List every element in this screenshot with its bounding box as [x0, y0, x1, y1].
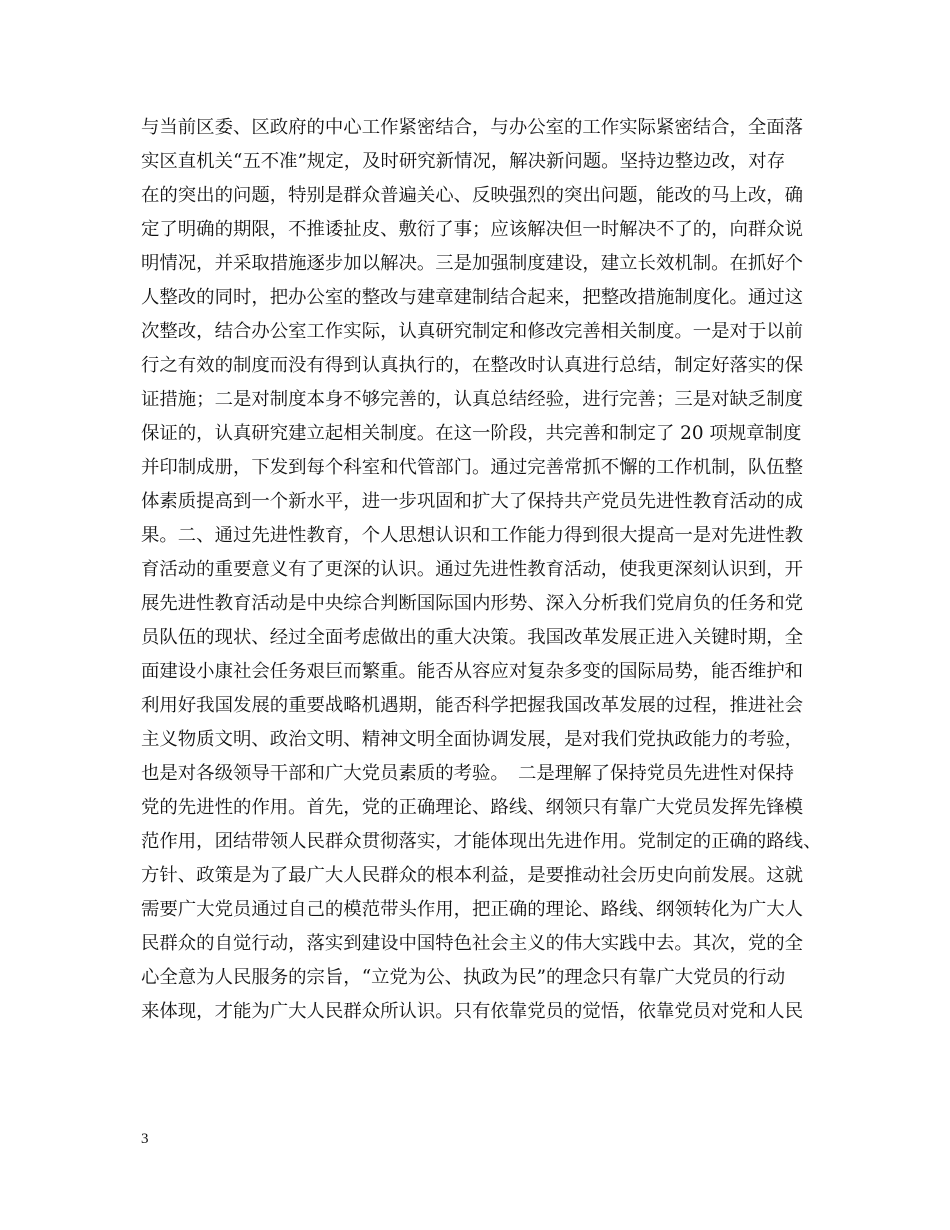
text-line: 需要广大党员通过自己的模范带头作用，把正确的理论、路线、纲领转化为广大人	[141, 899, 804, 920]
text-line: 行之有效的制度而没有得到认真执行的，在整改时认真进行总结，制定好落实的保	[141, 355, 804, 376]
text-line: 保证的，认真研究建立起相关制度。在这一阶段，共完善和制定了 20 项规章制度	[141, 423, 802, 444]
text-line: 面建设小康社会任务艰巨而繁重。能否从容应对复杂多变的国际局势，能否维护和	[141, 661, 804, 682]
text-line: 与当前区委、区政府的中心工作紧密结合，与办公室的工作实际紧密结合，全面落	[141, 117, 804, 138]
text-line: 明情况，并采取措施逐步加以解决。三是加强制度建设，建立长效机制。在抓好个	[141, 253, 804, 274]
text-line: 并印制成册，下发到每个科室和代管部门。通过完善常抓不懈的工作机制，队伍整	[141, 457, 804, 478]
text-line: 民群众的自觉行动，落实到建设中国特色社会主义的伟大实践中去。其次，党的全	[141, 933, 804, 954]
text-line: 心全意为人民服务的宗旨，“立党为公、执政为民”的理念只有靠广大党员的行动	[141, 967, 786, 988]
text-line: 定了明确的期限，不推诿扯皮、敷衍了事；应该解决但一时解决不了的，向群众说	[141, 219, 804, 240]
text-line: 也是对各级领导干部和广大党员素质的考验。 二是理解了保持党员先进性对保持	[141, 763, 794, 784]
text-line: 次整改，结合办公室工作实际，认真研究制定和修改完善相关制度。一是对于以前	[141, 321, 804, 342]
text-line: 范作用，团结带领人民群众贯彻落实，才能体现出先进作用。党制定的正确的路线、	[141, 831, 822, 852]
text-line: 在的突出的问题，特别是群众普遍关心、反映强烈的突出问题，能改的马上改，确	[141, 185, 804, 206]
text-line: 主义物质文明、政治文明、精神文明全面协调发展，是对我们党执政能力的考验，	[141, 729, 804, 750]
text-line: 证措施；二是对制度本身不够完善的，认真总结经验，进行完善；三是对缺乏制度	[141, 389, 804, 410]
text-line: 人整改的同时，把办公室的整改与建章建制结合起来，把整改措施制度化。通过这	[141, 287, 804, 308]
text-line: 利用好我国发展的重要战略机遇期，能否科学把握我国改革发展的过程，推进社会	[141, 695, 804, 716]
text-line: 体素质提高到一个新水平，进一步巩固和扩大了保持共产党员先进性教育活动的成	[141, 491, 804, 512]
text-line: 党的先进性的作用。首先，党的正确理论、路线、纲领只有靠广大党员发挥先锋模	[141, 797, 804, 818]
text-line: 来体现，才能为广大人民群众所认识。只有依靠党员的觉悟，依靠党员对党和人民	[141, 1001, 804, 1022]
text-line: 方针、政策是为了最广大人民群众的根本利益，是要推动社会历史向前发展。这就	[141, 865, 804, 886]
body-text	[141, 111, 821, 1029]
page-number: 3	[141, 1131, 149, 1147]
text-line: 实区直机关“五不准”规定，及时研究新情况，解决新问题。坚持边整边改，对存	[141, 151, 786, 172]
text-line: 育活动的重要意义有了更深的认识。通过先进性教育活动，使我更深刻认识到，开	[141, 559, 804, 580]
text-line: 展先进性教育活动是中央综合判断国际国内形势、深入分析我们党肩负的任务和党	[141, 593, 804, 614]
text-line: 果。二、通过先进性教育，个人思想认识和工作能力得到很大提高一是对先进性教	[141, 525, 804, 546]
text-line: 员队伍的现状、经过全面考虑做出的重大决策。我国改革发展正进入关键时期，全	[141, 627, 804, 648]
